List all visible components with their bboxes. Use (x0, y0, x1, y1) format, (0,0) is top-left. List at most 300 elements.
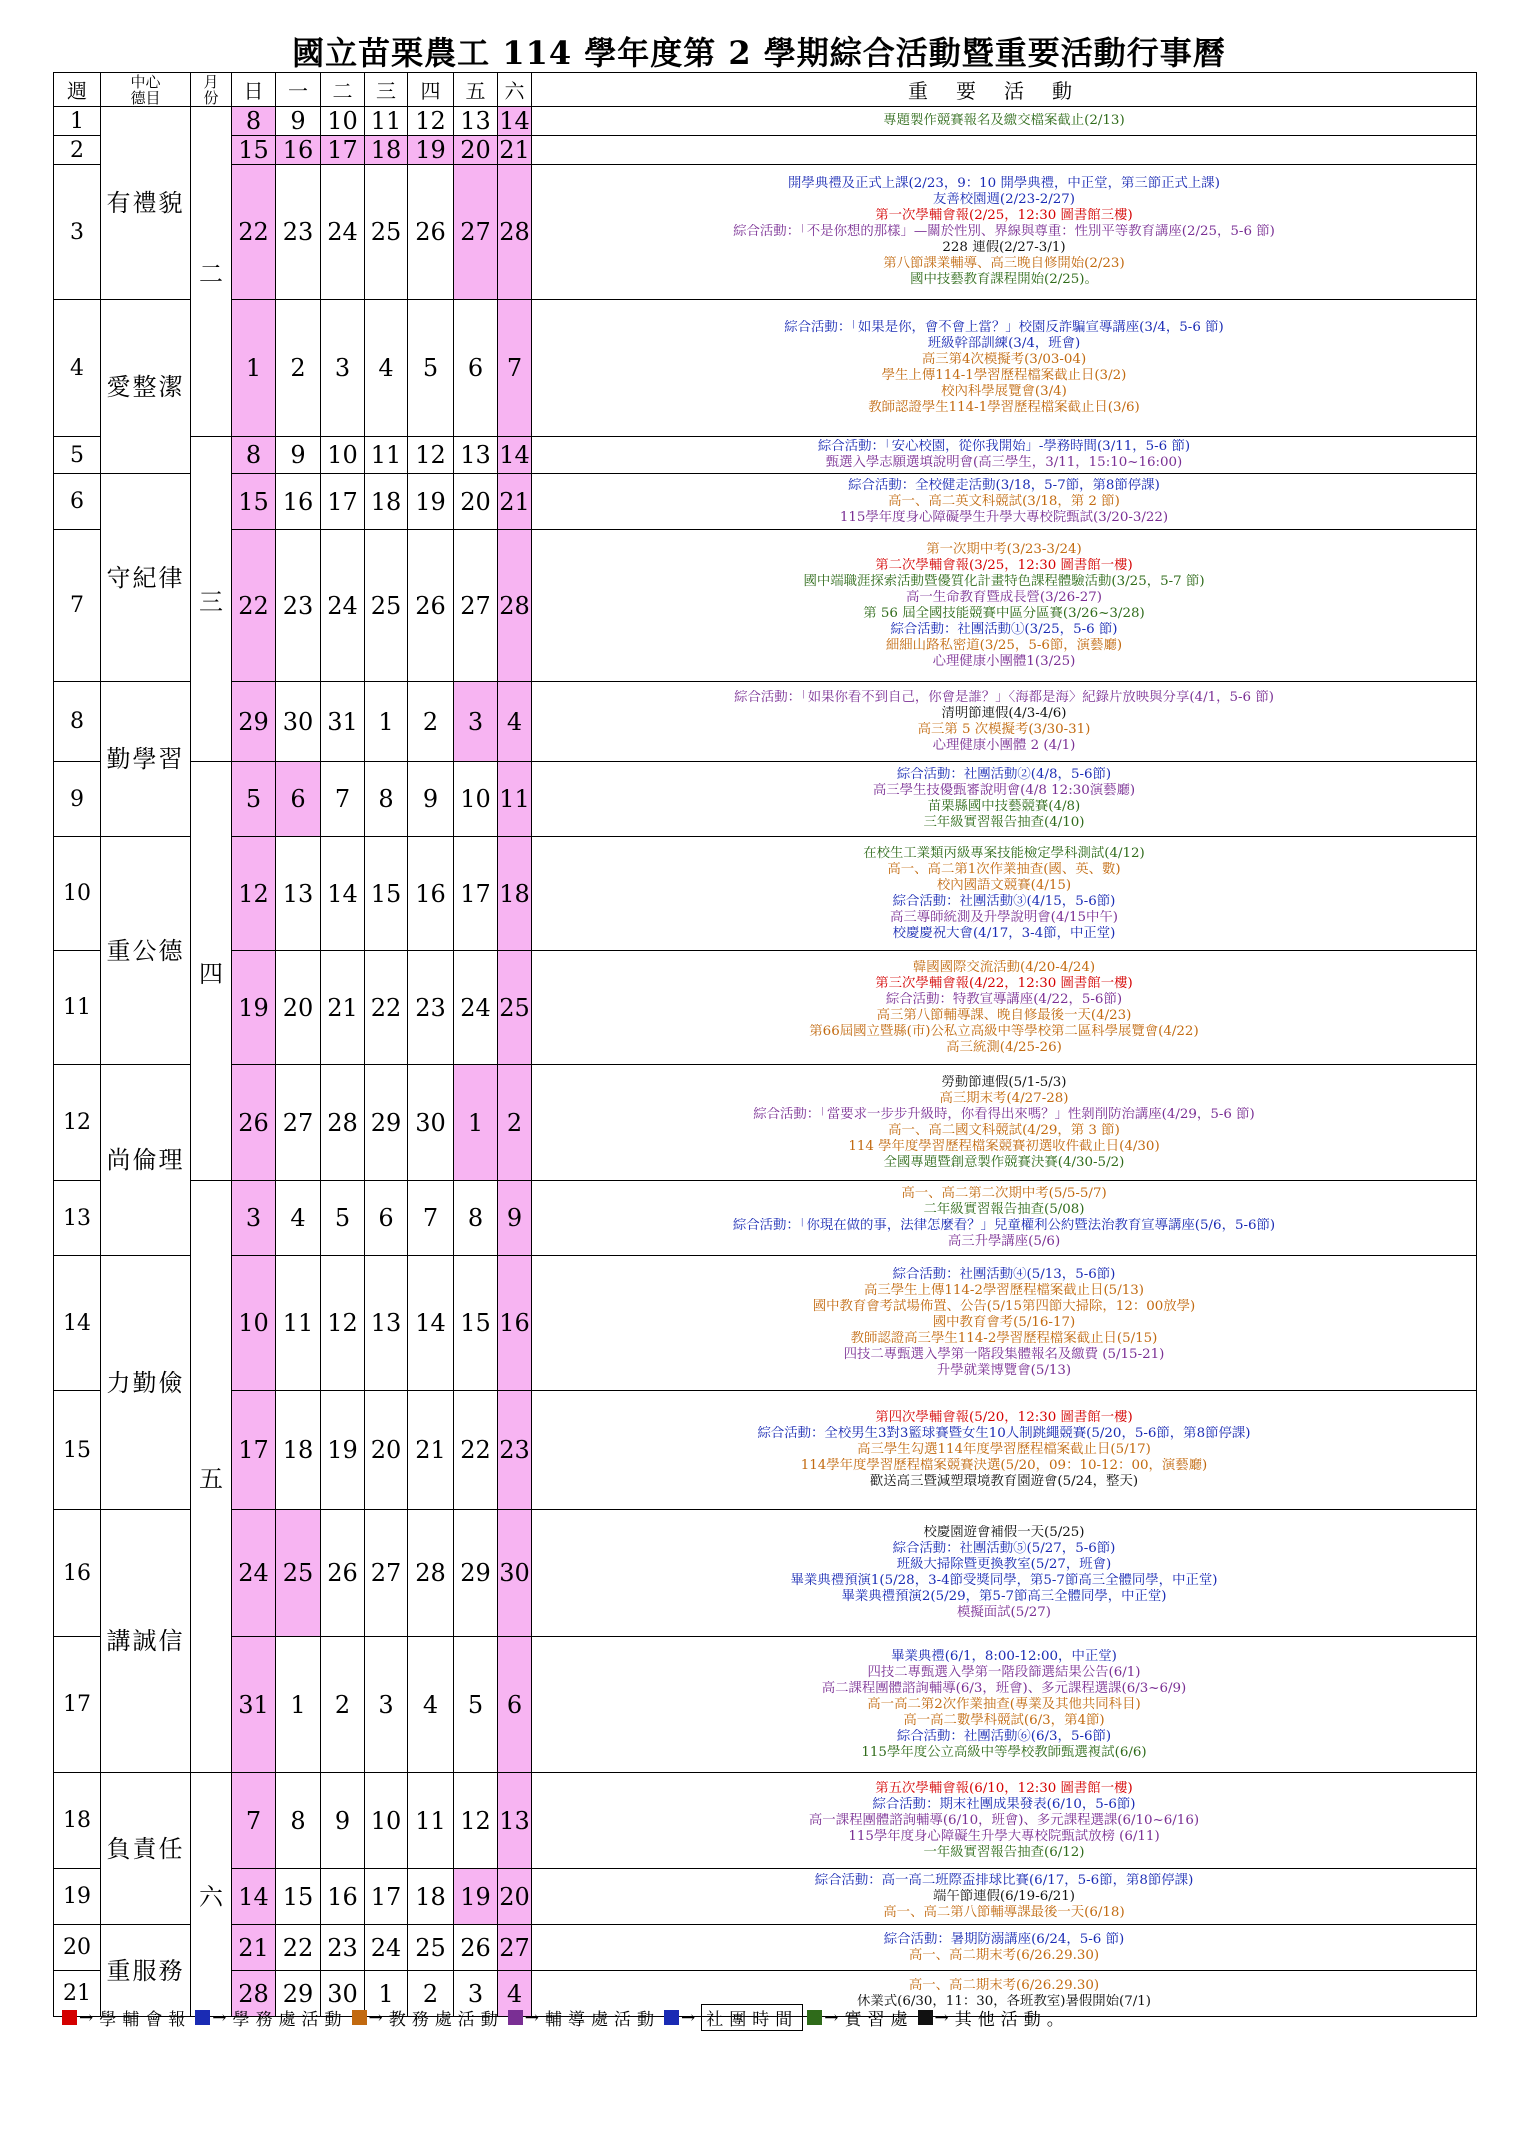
event-item: 高一、高二期末考(6/26.29.30) (908, 1947, 1100, 1963)
day-cell-sat: 11 (498, 762, 532, 837)
event-item: 畢業典禮(6/1，8:00-12:00，中正堂) (891, 1648, 1117, 1664)
legend-color-square-icon (195, 2010, 210, 2025)
day-cell-thu: 2 (408, 1971, 454, 2017)
week-row (54, 136, 1477, 165)
day-cell-wed: 11 (365, 107, 408, 136)
week-row (54, 165, 1477, 300)
virtue-cell: 勤學習 (101, 682, 191, 837)
day-cell-mon: 9 (276, 437, 321, 474)
week-number: 8 (54, 682, 101, 762)
event-item: 高三第 5 次模擬考(3/30-31) (917, 721, 1091, 737)
events-cell (532, 1181, 1477, 1256)
day-cell-sat: 28 (498, 165, 532, 300)
event-item: 綜合活動：社團活動⑤(5/27，5-6節) (892, 1541, 1116, 1556)
event-item: 國中端職涯探索活動暨優質化計畫特色課程體驗活動(3/25，5-7 節) (803, 573, 1205, 589)
day-cell-mon: 22 (276, 1925, 321, 1971)
day-cell-tue: 17 (321, 474, 365, 530)
week-number: 19 (54, 1869, 101, 1925)
event-item: 國中教育會考(5/16-17) (932, 1315, 1076, 1330)
day-cell-fri: 27 (454, 165, 498, 300)
day-cell-fri: 26 (454, 1925, 498, 1971)
day-cell-wed: 1 (365, 682, 408, 762)
event-item: 第二次學輔會報(3/25，12:30 圖書館一樓) (875, 557, 1133, 573)
day-cell-sat: 20 (498, 1869, 532, 1925)
day-cell-fri: 10 (454, 762, 498, 837)
event-item: 四技二專甄選入學第一階段集體報名及繳費 (5/15-21) (843, 1347, 1165, 1362)
event-item: 高三升學講座(5/6) (947, 1234, 1061, 1249)
day-cell-sat: 30 (498, 1510, 532, 1637)
legend-label: 輔導處活動 (545, 2010, 660, 2030)
day-cell-sun: 15 (232, 136, 276, 165)
day-cell-thu: 26 (408, 530, 454, 682)
events-cell (532, 1773, 1477, 1869)
day-cell-sun: 8 (232, 107, 276, 136)
event-item: 綜合活動：特教宣導講座(4/22，5-6節) (885, 991, 1123, 1007)
month-cell: 六 (191, 1773, 232, 2017)
event-item: 高三學生上傳114-2學習歷程檔案截止日(5/13) (864, 1283, 1144, 1298)
week-number: 16 (54, 1510, 101, 1637)
event-item: 高一、高二英文科競試(3/18，第 2 節) (888, 493, 1120, 509)
event-item: 綜合活動：社團活動②(4/8，5-6節) (896, 767, 1112, 782)
day-cell-mon: 25 (276, 1510, 321, 1637)
day-cell-wed: 22 (365, 951, 408, 1065)
virtue-cell: 重公德 (101, 837, 191, 1065)
event-item: 學生上傳114-1學習歷程檔案截止日(3/2) (881, 368, 1127, 383)
day-cell-tue: 14 (321, 837, 365, 951)
event-item: 第三次學輔會報(4/22，12:30 圖書館一樓) (875, 975, 1133, 991)
event-item: 228 連假(2/27-3/1) (942, 240, 1066, 255)
event-item: 高一、高二第二次期中考(5/5-5/7) (901, 1186, 1107, 1201)
week-number: 11 (54, 951, 101, 1065)
day-cell-thu: 19 (408, 136, 454, 165)
calendar-table (53, 72, 1477, 2017)
event-item: 教師認證高三學生114-2學習歷程檔案截止日(5/15) (850, 1331, 1158, 1346)
day-cell-fri: 20 (454, 474, 498, 530)
event-item: 第五次學輔會報(6/10，12:30 圖書館一樓) (875, 1780, 1133, 1796)
event-item: 端午節連假(6/19-6/21) (932, 1888, 1076, 1904)
event-item: 第66屆國立暨縣(市)公私立高級中等學校第二區科學展覽會(4/22) (809, 1023, 1199, 1039)
legend-arrow-icon: → (368, 2007, 389, 2028)
events-cell (532, 1637, 1477, 1773)
header-day-sun: 日 (232, 73, 276, 107)
day-cell-wed: 27 (365, 1510, 408, 1637)
week-row (54, 107, 1477, 136)
day-cell-thu: 11 (408, 1773, 454, 1869)
event-item: 清明節連假(4/3-4/6) (941, 705, 1067, 721)
event-item: 模擬面試(5/27) (956, 1605, 1052, 1620)
event-item: 綜合活動：全校男生3對3籃球賽暨女生10人制跳繩競賽(5/20，5-6節，第8節停課) (757, 1426, 1251, 1441)
header-day-mon: 一 (276, 73, 321, 107)
events-cell (532, 530, 1477, 682)
day-cell-sun: 3 (232, 1181, 276, 1256)
day-cell-sat: 2 (498, 1065, 532, 1181)
virtue-cell: 有禮貌 (101, 107, 191, 300)
event-item: 綜合活動：社團活動①(3/25，5-6 節) (890, 621, 1118, 637)
legend-item (506, 2005, 660, 2030)
legend-color-square-icon (62, 2010, 77, 2025)
day-cell-thu: 19 (408, 474, 454, 530)
event-item: 甄選入學志願選填說明會(高三學生，3/11，15:10~16:00) (825, 455, 1183, 470)
week-row (54, 300, 1477, 437)
day-cell-fri: 24 (454, 951, 498, 1065)
event-item: 高三統測(4/25-26) (946, 1039, 1062, 1055)
page-title: 國立苗栗農工 114 學年度第 2 學期綜合活動暨重要活動行事曆 (292, 34, 1226, 72)
day-cell-mon: 18 (276, 1391, 321, 1510)
event-item: 綜合活動：社團活動④(5/13，5-6節) (892, 1267, 1116, 1282)
event-item: 心理健康小團體 2 (4/1) (932, 737, 1076, 753)
event-item: 高一、高二國文科競試(4/29，第 3 節) (888, 1122, 1120, 1138)
day-cell-sat: 4 (498, 682, 532, 762)
day-cell-tue: 10 (321, 107, 365, 136)
header-month: 月 份 (191, 73, 232, 107)
virtue-cell: 守紀律 (101, 474, 191, 682)
event-item: 二年級實習報告抽查(5/08) (923, 1202, 1085, 1217)
week-number: 18 (54, 1773, 101, 1869)
day-cell-mon: 30 (276, 682, 321, 762)
event-item: 班級幹部訓練(3/4，班會) (927, 336, 1081, 351)
day-cell-sat: 7 (498, 300, 532, 437)
day-cell-mon: 15 (276, 1869, 321, 1925)
day-cell-tue: 5 (321, 1181, 365, 1256)
day-cell-tue: 12 (321, 1256, 365, 1391)
day-cell-mon: 23 (276, 530, 321, 682)
day-cell-mon: 6 (276, 762, 321, 837)
week-row (54, 1391, 1477, 1510)
event-item: 校內科學展覽會(3/4) (941, 384, 1067, 399)
day-cell-sat: 27 (498, 1925, 532, 1971)
events-cell (532, 1510, 1477, 1637)
day-cell-sun: 29 (232, 682, 276, 762)
day-cell-sat: 16 (498, 1256, 532, 1391)
day-cell-mon: 13 (276, 837, 321, 951)
day-cell-tue: 10 (321, 437, 365, 474)
event-item: 全國專題暨創意製作競賽決賽(4/30-5/2) (883, 1154, 1125, 1170)
day-cell-sun: 12 (232, 837, 276, 951)
event-item: 高一課程團體諮詢輔導(6/10，班會)、多元課程選課(6/10~6/16) (808, 1812, 1200, 1828)
day-cell-wed: 10 (365, 1773, 408, 1869)
day-cell-mon: 8 (276, 1773, 321, 1869)
day-cell-wed: 18 (365, 136, 408, 165)
week-number: 20 (54, 1925, 101, 1971)
legend-arrow-icon: → (934, 2007, 955, 2028)
event-item: 四技二專甄選入學第一階段篩選結果公告(6/1) (867, 1664, 1141, 1680)
week-row (54, 682, 1477, 762)
event-item: 高一、高二期末考(6/26.29.30) (908, 1977, 1100, 1993)
day-cell-fri: 3 (454, 1971, 498, 2017)
event-item: 專題製作競賽報名及繳交檔案截止(2/13) (883, 113, 1125, 128)
day-cell-sun: 31 (232, 1637, 276, 1773)
day-cell-mon: 11 (276, 1256, 321, 1391)
event-item: 休業式(6/30，11：30，各班教室)暑假開始(7/1) (856, 1993, 1152, 2009)
week-row (54, 762, 1477, 837)
event-item: 畢業典禮預演1(5/28，3-4節受獎同學，第5-7節高三全體同學，中正堂) (790, 1573, 1218, 1588)
event-item: 一年級實習報告抽查(6/12) (923, 1844, 1085, 1860)
day-cell-sat: 28 (498, 530, 532, 682)
events-cell (532, 107, 1477, 136)
week-row (54, 1181, 1477, 1256)
day-cell-fri: 6 (454, 300, 498, 437)
day-cell-sat: 21 (498, 474, 532, 530)
event-item: 高三第4次模擬考(3/03-04) (921, 352, 1087, 367)
event-item: 綜合活動：「不是你想的那樣」—關於性別、界線與尊重：性別平等教育講座(2/25，5-6 節) (733, 224, 1275, 239)
legend-label: 教務處活動 (388, 2010, 504, 2030)
day-cell-wed: 24 (365, 1925, 408, 1971)
event-item: 高三期末考(4/27-28) (939, 1090, 1069, 1106)
day-cell-thu: 21 (408, 1391, 454, 1510)
header-day-fri: 五 (454, 73, 498, 107)
legend-label: 社團時間 (701, 2004, 803, 2031)
week-number: 13 (54, 1181, 101, 1256)
day-cell-wed: 17 (365, 1869, 408, 1925)
day-cell-mon: 16 (276, 474, 321, 530)
header-day-wed: 三 (365, 73, 408, 107)
virtue-cell: 負責任 (101, 1773, 191, 1925)
legend-color-square-icon (508, 2010, 523, 2025)
day-cell-wed: 20 (365, 1391, 408, 1510)
day-cell-thu: 7 (408, 1181, 454, 1256)
legend-label: 學務處活動 (232, 2010, 348, 2030)
legend-label: 實習處 (844, 2010, 914, 2030)
week-number: 17 (54, 1637, 101, 1773)
day-cell-sat: 18 (498, 837, 532, 951)
event-item: 第四次學輔會報(5/20，12:30 圖書館一樓) (875, 1410, 1133, 1425)
week-number: 15 (54, 1391, 101, 1510)
event-item: 三年級實習報告抽查(4/10) (923, 815, 1085, 830)
legend-arrow-icon: → (524, 2007, 545, 2028)
week-row (54, 1065, 1477, 1181)
header-events: 重要活動 (532, 73, 1477, 107)
day-cell-sun: 19 (232, 951, 276, 1065)
event-item: 綜合活動：「你現在做的事，法律怎麼看？」兒童權利公約暨法治教育宣導講座(5/6，5-6節) (732, 1218, 1276, 1233)
day-cell-thu: 4 (408, 1637, 454, 1773)
header-day-thu: 四 (408, 73, 454, 107)
legend (60, 2004, 1480, 2031)
events-cell (532, 474, 1477, 530)
day-cell-fri: 13 (454, 437, 498, 474)
legend-item (916, 2005, 1070, 2030)
events-cell (532, 1391, 1477, 1510)
week-number: 3 (54, 165, 101, 300)
day-cell-wed: 25 (365, 530, 408, 682)
day-cell-sun: 1 (232, 300, 276, 437)
event-item: 114 學年度學習歷程檔案競賽初選收件截止日(4/30) (848, 1138, 1160, 1154)
event-item: 心理健康小團體1(3/25) (932, 653, 1076, 669)
day-cell-wed: 4 (365, 300, 408, 437)
legend-arrow-icon: → (681, 2007, 702, 2028)
event-item: 高三學生勾選114年度學習歷程檔案截止日(5/17) (857, 1442, 1151, 1457)
day-cell-sun: 26 (232, 1065, 276, 1181)
day-cell-mon: 16 (276, 136, 321, 165)
event-item: 高一、高二第八節輔導課最後一天(6/18) (883, 1904, 1125, 1920)
day-cell-wed: 3 (365, 1637, 408, 1773)
event-item: 高一生命教育暨成長營(3/26-27) (906, 589, 1102, 605)
day-cell-fri: 1 (454, 1065, 498, 1181)
day-cell-mon: 23 (276, 165, 321, 300)
day-cell-sun: 17 (232, 1391, 276, 1510)
legend-item (662, 2004, 803, 2031)
day-cell-tue: 23 (321, 1925, 365, 1971)
legend-item (193, 2005, 347, 2030)
day-cell-thu: 5 (408, 300, 454, 437)
event-item: 綜合活動：高一高二班際盃排球比賽(6/17，5-6節，第8節停課) (814, 1872, 1194, 1888)
event-item: 高一高二數學科競試(6/3，第4節) (903, 1712, 1105, 1728)
event-item: 綜合活動：暑期防溺講座(6/24，5-6 節) (883, 1931, 1125, 1947)
day-cell-sat: 23 (498, 1391, 532, 1510)
month-cell: 三 (191, 437, 232, 762)
week-number: 4 (54, 300, 101, 437)
week-row (54, 1869, 1477, 1925)
event-item: 綜合活動：「如果是你，會不會上當？」校園反詐騙宣導講座(3/4，5-6 節) (784, 320, 1224, 335)
day-cell-tue: 19 (321, 1391, 365, 1510)
day-cell-mon: 9 (276, 107, 321, 136)
event-item: 國中技藝教育課程開始(2/25)。 (910, 272, 1098, 287)
event-item: 第一次學輔會報(2/25，12:30 圖書館三樓) (875, 208, 1133, 223)
legend-color-square-icon (664, 2010, 679, 2025)
event-item: 歡送高三暨減塑環境教育園遊會(5/24，整天) (869, 1474, 1139, 1489)
day-cell-thu: 12 (408, 107, 454, 136)
events-cell (532, 437, 1477, 474)
day-cell-tue: 7 (321, 762, 365, 837)
events-cell (532, 136, 1477, 165)
legend-item (805, 2005, 913, 2030)
day-cell-fri: 17 (454, 837, 498, 951)
day-cell-sat: 25 (498, 951, 532, 1065)
event-item: 115學年度公立高級中等學校教師甄選複試(6/6) (861, 1744, 1147, 1760)
day-cell-fri: 5 (454, 1637, 498, 1773)
day-cell-tue: 2 (321, 1637, 365, 1773)
event-item: 綜合活動：社團活動⑥(6/3，5-6節) (896, 1728, 1112, 1744)
legend-arrow-icon: → (79, 2007, 100, 2028)
legend-color-square-icon (807, 2010, 822, 2025)
events-cell (532, 300, 1477, 437)
virtue-cell: 尚倫理 (101, 1065, 191, 1256)
day-cell-thu: 26 (408, 165, 454, 300)
day-cell-tue: 30 (321, 1971, 365, 2017)
event-item: 國中教育會考試場佈置、公告(5/15第四節大掃除，12：00放學) (812, 1299, 1196, 1314)
day-cell-tue: 17 (321, 136, 365, 165)
day-cell-fri: 13 (454, 107, 498, 136)
day-cell-sat: 4 (498, 1971, 532, 2017)
day-cell-wed: 1 (365, 1971, 408, 2017)
event-item: 綜合活動：「安心校園，從你我開始」-學務時間(3/11，5-6 節) (817, 439, 1191, 454)
day-cell-thu: 25 (408, 1925, 454, 1971)
day-cell-thu: 14 (408, 1256, 454, 1391)
month-cell: 五 (191, 1181, 232, 1773)
day-cell-sat: 14 (499, 107, 530, 135)
day-cell-sun: 21 (232, 1925, 276, 1971)
day-cell-wed: 15 (365, 837, 408, 951)
day-cell-sat: 13 (498, 1773, 532, 1869)
day-cell-sun: 15 (232, 474, 276, 530)
legend-arrow-icon: → (824, 2007, 845, 2028)
legend-label: 學輔會報 (99, 2010, 192, 2030)
event-item: 第一次期中考(3/23-3/24) (926, 541, 1082, 557)
day-cell-fri: 19 (454, 1869, 498, 1925)
event-item: 綜合活動：期末社團成果發表(6/10，5-6節) (872, 1796, 1136, 1812)
day-cell-sun: 22 (232, 165, 276, 300)
week-number: 5 (54, 437, 101, 474)
week-number: 14 (54, 1256, 101, 1391)
day-cell-tue: 16 (321, 1869, 365, 1925)
week-row (54, 1510, 1477, 1637)
event-item: 高三學生技優甄審說明會(4/8 12:30演藝廳) (872, 783, 1136, 798)
week-number: 10 (54, 837, 101, 951)
event-item: 開學典禮及正式上課(2/23，9：10 開學典禮，中正堂，第三節正式上課) (788, 176, 1220, 191)
day-cell-mon: 29 (276, 1971, 321, 2017)
day-cell-tue: 31 (321, 682, 365, 762)
day-cell-sun: 7 (232, 1773, 276, 1869)
event-item: 高二課程團體諮詢輔導(6/3，班會)、多元課程選課(6/3~6/9) (821, 1680, 1187, 1696)
event-item: 第 56 屆全國技能競賽中區分區賽(3/26~3/28) (863, 605, 1145, 621)
day-cell-thu: 28 (408, 1510, 454, 1637)
day-cell-wed: 29 (365, 1065, 408, 1181)
day-cell-tue: 3 (321, 300, 365, 437)
day-cell-sun: 14 (232, 1869, 276, 1925)
day-cell-thu: 12 (408, 437, 454, 474)
day-cell-fri: 8 (454, 1181, 498, 1256)
day-cell-wed: 8 (365, 762, 408, 837)
day-cell-sun: 22 (232, 530, 276, 682)
week-row (54, 1256, 1477, 1391)
events-cell (532, 165, 1477, 300)
header-day-tue: 二 (321, 73, 365, 107)
day-cell-fri: 3 (454, 682, 498, 762)
legend-item (350, 2005, 504, 2030)
event-item: 高三第八節輔導課、晚自修最後一天(4/23) (876, 1007, 1132, 1023)
event-item: 綜合活動：「如果你看不到自己，你會是誰？」〈海都是海〉紀錄片放映與分享(4/1，5-6 節) (734, 689, 1274, 705)
day-cell-mon: 27 (276, 1065, 321, 1181)
event-item: 升學就業博覽會(5/13) (936, 1363, 1072, 1378)
legend-color-square-icon (918, 2010, 933, 2025)
week-number: 21 (54, 1971, 101, 2017)
week-row (54, 951, 1477, 1065)
day-cell-wed: 18 (365, 474, 408, 530)
header-virtue: 中心 德目 (101, 73, 191, 107)
legend-color-square-icon (352, 2010, 367, 2025)
event-item: 115學年度身心障礙學生升學大專校院甄試(3/20-3/22) (839, 509, 1169, 525)
week-number: 7 (54, 530, 101, 682)
events-cell (532, 1256, 1477, 1391)
event-item: 勞動節連假(5/1-5/3) (941, 1074, 1067, 1090)
events-cell (532, 682, 1477, 762)
day-cell-thu: 18 (408, 1869, 454, 1925)
events-cell (532, 1925, 1477, 1971)
event-item: 114學年度學習歷程檔案競賽決選(5/20，09：10-12：00，演藝廳) (800, 1458, 1208, 1473)
event-item: 115學年度身心障礙生升學大專校院甄試放榜 (6/11) (848, 1828, 1160, 1844)
day-cell-tue: 26 (321, 1510, 365, 1637)
header-week: 週 (54, 73, 101, 107)
events-cell (532, 1869, 1477, 1925)
day-cell-wed: 6 (365, 1181, 408, 1256)
virtue-cell: 講誠信 (101, 1510, 191, 1773)
event-item: 班級大掃除暨更換教室(5/27，班會) (896, 1557, 1112, 1572)
week-number: 12 (54, 1065, 101, 1181)
event-item: 校內國語文競賽(4/15) (936, 877, 1072, 893)
day-cell-tue: 9 (321, 1773, 365, 1869)
day-cell-sat: 6 (498, 1637, 532, 1773)
legend-item (60, 2005, 191, 2030)
event-item: 綜合活動：社團活動③(4/15，5-6節) (892, 893, 1116, 909)
week-number: 9 (54, 762, 101, 837)
day-cell-wed: 25 (365, 165, 408, 300)
week-row (54, 530, 1477, 682)
virtue-cell: 愛整潔 (101, 300, 191, 474)
day-cell-tue: 24 (321, 165, 365, 300)
calendar-body (54, 107, 1477, 2017)
virtue-cell: 力勤儉 (101, 1256, 191, 1510)
day-cell-sun: 5 (232, 762, 276, 837)
event-item: 校慶園遊會補假一天(5/25) (923, 1525, 1085, 1540)
